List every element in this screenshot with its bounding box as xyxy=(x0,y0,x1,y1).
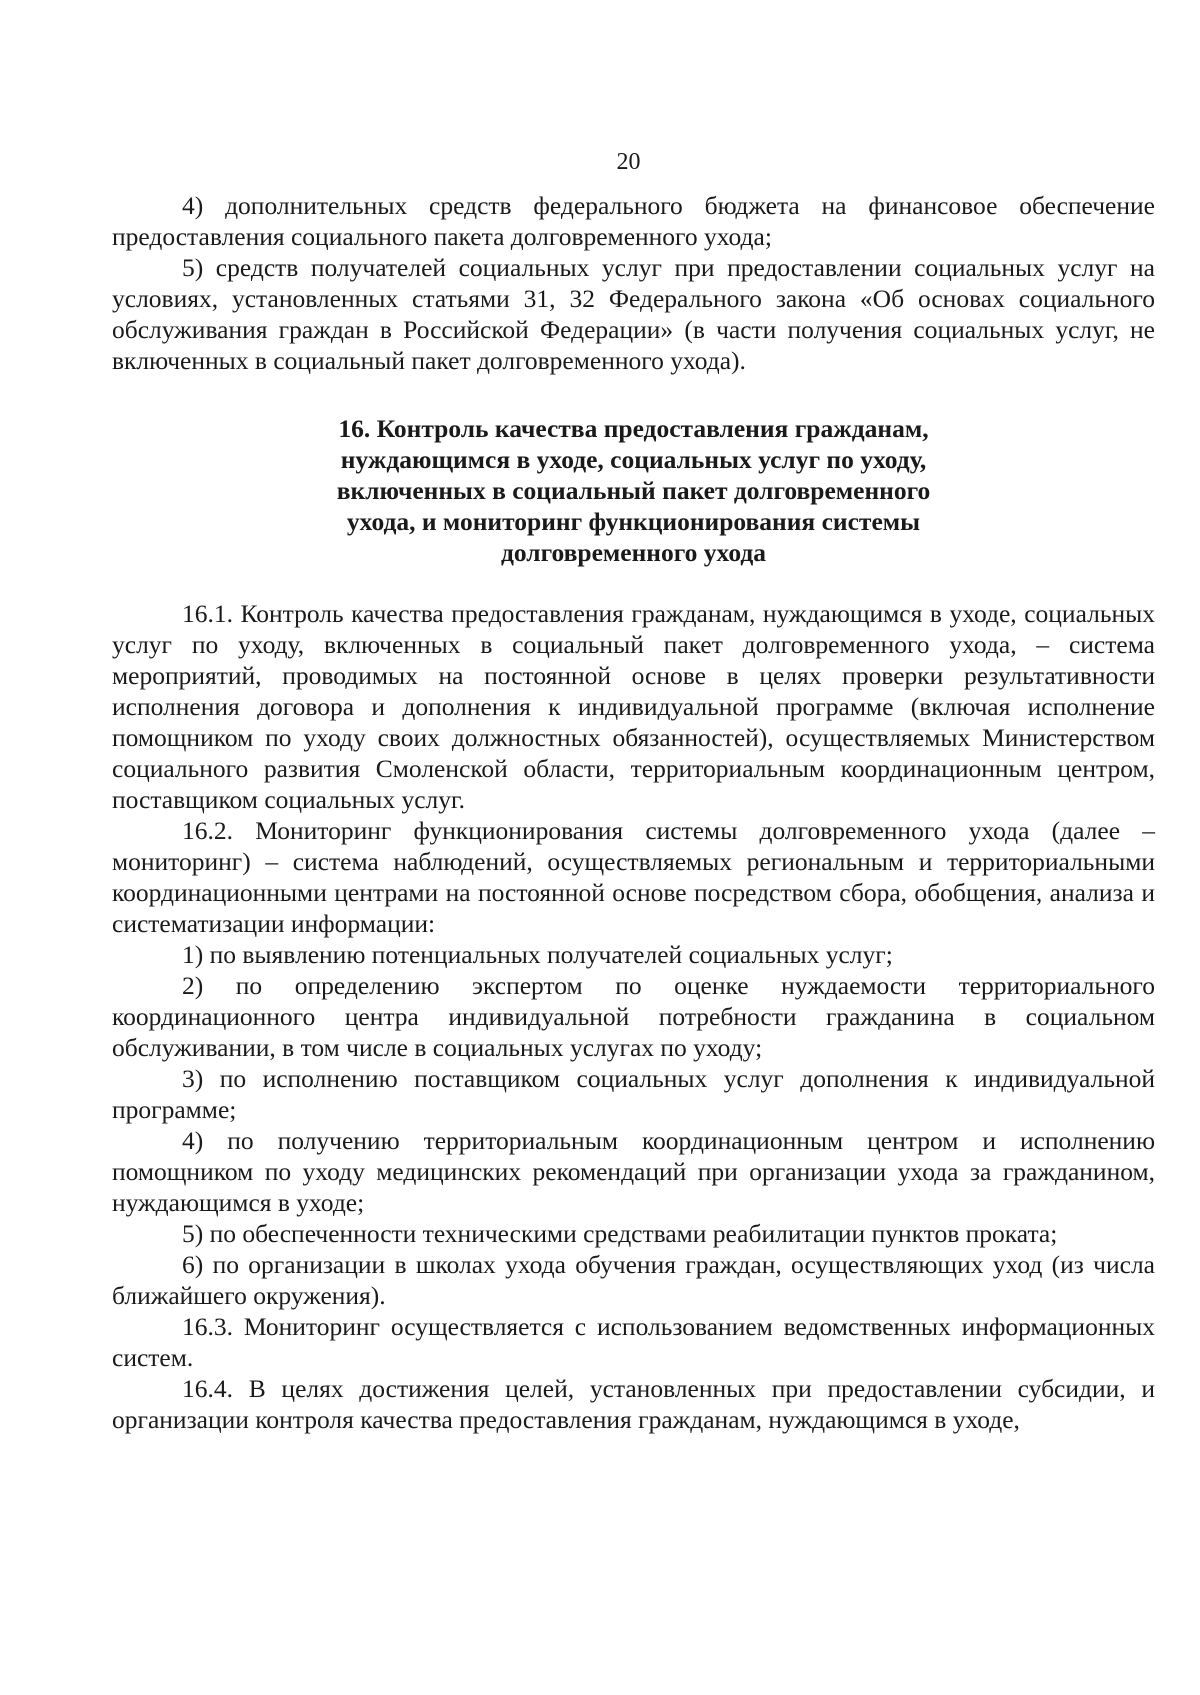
monitoring-item-3: 3) по исполнению поставщиком социальных услуг дополнения к индивидуальной программе; xyxy=(112,1064,1155,1124)
list-item-4: 4) дополнительных средств федерального бюджета на финансовое обеспечение предоставления социального пакета долговременного ухода; xyxy=(112,191,1155,251)
monitoring-item-6: 6) по организации в школах ухода обучения граждан, осуществляющих уход (из числа ближайшего окружения). xyxy=(112,1250,1155,1310)
monitoring-item-2: 2) по определению экспертом по оценке нуждаемости территориального координационного центра индивидуальной потребности гражданина в социальном обслуживании, в том числе в социальных услугах по уходу; xyxy=(112,971,1155,1062)
paragraph-16-3: 16.3. Мониторинг осуществляется с использованием ведомственных информационных систем. xyxy=(112,1312,1155,1372)
monitoring-item-1: 1) по выявлению потенциальных получателей социальных услуг; xyxy=(182,940,893,969)
page-number: 20 xyxy=(616,149,641,175)
heading-line: нуждающимся в уходе, социальных услуг по уходу, xyxy=(340,445,927,474)
list-item-5: 5) средств получателей социальных услуг при предоставлении социальных услуг на условиях, установленных статьями 31, 32 Федерального закона «Об основах социального обслуживания граждан в Российской Федерации» (в части получения социальных услуг, не включенных в социальный пакет долговременного ухода). xyxy=(112,253,1155,375)
heading-line: включенных в социальный пакет долговременного xyxy=(336,476,931,505)
paragraph-16-1: 16.1. Контроль качества предоставления гражданам, нуждающимся в уходе, социальных услуг по уходу, включенных в социальный пакет долговременного ухода, – система мероприятий, проводимых на постоянной основе в целях проверки результативности исполнения договора и дополнения к индивидуальной программе (включая исполнение помощником по уходу своих должностных обязанностей), осуществляемых Министерством социального развития Смоленской области, территориальным координационным центром, поставщиком социальных услуг. xyxy=(112,599,1155,814)
paragraph-16-4: 16.4. В целях достижения целей, установленных при предоставлении субсидии, и организации контроля качества предоставления гражданам, нуждающимся в уходе, xyxy=(112,1374,1155,1434)
heading-line: долговременного ухода xyxy=(500,538,767,567)
section-heading xyxy=(112,413,1155,568)
paragraph-16-2: 16.2. Мониторинг функционирования системы долговременного ухода (далее – мониторинг) – система наблюдений, осуществляемых региональным и территориальными координационными центрами на постоянной основе посредством сбора, обобщения, анализа и систематизации информации: xyxy=(112,816,1155,938)
monitoring-item-5: 5) по обеспеченности техническими средствами реабилитации пунктов проката; xyxy=(182,1219,1058,1248)
monitoring-item-4: 4) по получению территориальным координационным центром и исполнению помощником по уходу медицинских рекомендаций при организации ухода за гражданином, нуждающимся в уходе; xyxy=(112,1126,1155,1217)
heading-line: ухода, и мониторинг функционирования системы xyxy=(346,507,921,536)
heading-line: 16. Контроль качества предоставления гражданам, xyxy=(338,414,929,443)
document-body xyxy=(112,190,1155,1435)
